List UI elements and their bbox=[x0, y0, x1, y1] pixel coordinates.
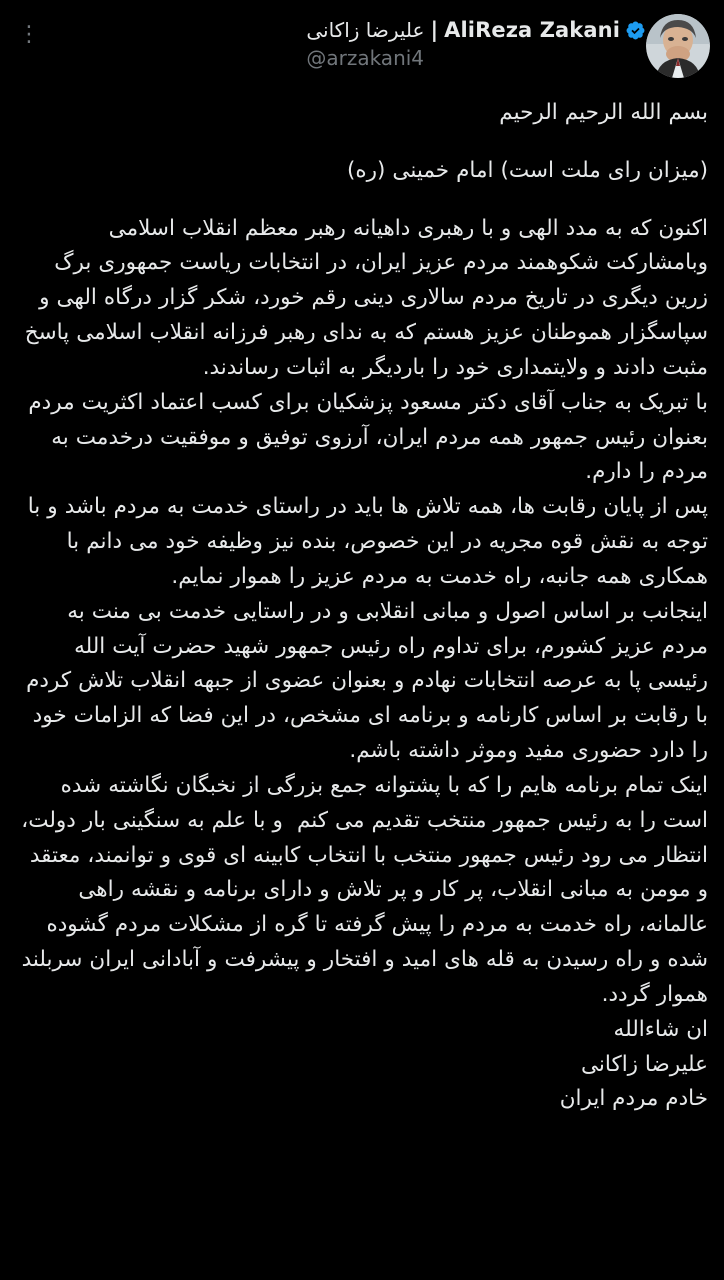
signature-line-1: ان شاءالله bbox=[613, 1016, 708, 1042]
paragraph-5: اینک تمام برنامه هایم را که با پشتوانه جمع بزرگی از نخبگان نگاشته شده است را به رئیس جمهور منتخب تقدیم می کنم و با علم به سنگینی بار دولت، انتظار می رود رئیس جمهور منتخب با انتخاب کابینه ای قوی و توانمند، معتقد و مومن به مبانی انقلاب، پر کار و پر تلاش و دارای برنامه و نقشه راهی عالمانه، راه خدمت به مردم را پیش گرفته تا گره از مشکلات مردم گشوده شده و راه رسیدن به قله های امید و افتخار و پیشرفت و آبادانی ایران سربلند هموار گردد. bbox=[14, 772, 708, 1007]
tweet-header bbox=[0, 0, 724, 96]
paragraph-1: اکنون که به مدد الهی و با رهبری داهیانه رهبر معظم انقلاب اسلامی وبامشارکت شکوهمند مردم عزیز ایران، در انتخابات ریاست جمهوری برگ زرین دیگری در تاریخ مردم سالاری دینی رقم خورد، شکر گزار درگاه الهی و سپاسگزار هموطنان عزیز هستم که به ندای رهبر فرزانه انقلاب اسلامی پاسخ مثبت دادند و ولایتمداری خود را باردیگر به اثبات رساندند. bbox=[17, 215, 708, 380]
verified-badge-icon bbox=[625, 20, 646, 41]
paragraph-2: با تبریک به جناب آقای دکتر مسعود پزشکیان برای کسب اعتماد اکثریت مردم بعنوان رئیس جمهور همه مردم ایران، آرزوی توفیق و موفقیت درخدمت به مردم را دارم. bbox=[21, 389, 708, 485]
author-display-name-latin: AliReza Zakani bbox=[444, 18, 620, 42]
more-options-icon[interactable]: ⋮ bbox=[18, 22, 40, 47]
author-handle[interactable]: @arzakani4 bbox=[306, 46, 425, 70]
author-name-block bbox=[306, 18, 646, 70]
author-display-name-fa: علیرضا زاکانی bbox=[306, 18, 425, 42]
signature-line-2: علیرضا زاکانی bbox=[581, 1051, 708, 1077]
paragraph-bismillah: بسم الله الرحیم الرحیم bbox=[499, 100, 708, 125]
author-name-row[interactable] bbox=[306, 18, 646, 42]
paragraph-4: اینجانب بر اساس اصول و مبانی انقلابی و در راستایی خدمت بی منت به مردم عزیز کشورم، برای تداوم راه رئیس جمهور شهید حضرت آیت الله رئیسی پا به عرصه انتخابات نهادم و بعنوان عضوی از جبهه انقلاب تلاش کردم با رقابت بر اساس کارنامه و برنامه ای مشخص، در این فضا که الزامات خود را دارد حضوری مفید وموثر داشته باشم. bbox=[19, 598, 708, 764]
name-separator: | bbox=[430, 18, 439, 42]
signature-line-3: خادم مردم ایران bbox=[559, 1086, 708, 1112]
avatar[interactable] bbox=[646, 14, 710, 78]
paragraph-3: پس از پایان رقابت ها، همه تلاش ها باید در راستای خدمت به مردم باشد و با توجه به نقش قوه مجریه در این خصوص، بنده نیز وظیفه خود می دانم با همکاری همه جانبه، راه خدمت به مردم عزیز را هموار نمایم. bbox=[20, 494, 708, 589]
paragraph-quote: (میزان رای ملت است) امام خمینی (ره) bbox=[346, 157, 708, 183]
tweet-text bbox=[0, 96, 724, 1280]
